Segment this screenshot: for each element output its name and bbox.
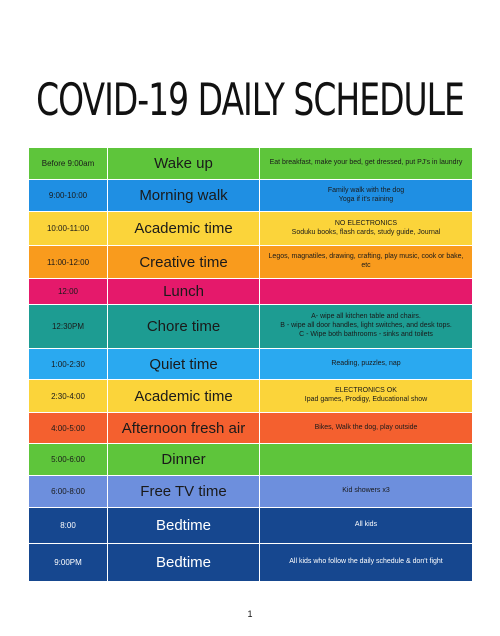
schedule-details <box>260 305 473 349</box>
schedule-detail-line: C - Wipe both bathrooms - sinks and toilets <box>299 330 433 338</box>
schedule-details <box>260 148 473 180</box>
schedule-time: 6:00-8:00 <box>29 476 108 508</box>
schedule-detail-line: Family walk with the dog <box>327 186 405 194</box>
schedule-activity: Dinner <box>108 444 260 476</box>
schedule-detail-line: NO ELECTRONICS <box>334 219 398 227</box>
schedule-activity: Morning walk <box>108 180 260 212</box>
schedule-time: 12:30PM <box>29 305 108 349</box>
schedule-activity: Free TV time <box>108 476 260 508</box>
schedule-row <box>29 476 473 508</box>
schedule-details <box>260 180 473 212</box>
schedule-activity: Lunch <box>108 279 260 305</box>
schedule-row <box>29 148 473 180</box>
schedule-details <box>260 444 473 476</box>
schedule-time: 10:00-11:00 <box>29 212 108 246</box>
schedule-details <box>260 476 473 508</box>
schedule-table <box>28 147 473 582</box>
schedule-time: 5:00-6:00 <box>29 444 108 476</box>
schedule-details <box>260 380 473 413</box>
schedule-rows <box>29 148 473 582</box>
schedule-detail-line: Kid showers x3 <box>342 487 390 495</box>
schedule-activity: Chore time <box>108 305 260 349</box>
schedule-row <box>29 279 473 305</box>
schedule-activity: Quiet time <box>108 349 260 380</box>
schedule-detail-line: B - wipe all door handles, light switches, and desk tops. <box>280 322 452 330</box>
schedule-details <box>260 508 473 544</box>
schedule-details <box>260 279 473 305</box>
schedule-time: 2:30-4:00 <box>29 380 108 413</box>
schedule-time: 11:00-12:00 <box>29 246 108 279</box>
schedule-detail-line: All kids <box>354 521 378 529</box>
schedule-detail-line: Reading, puzzles, nap <box>331 359 401 367</box>
schedule-detail-line: Legos, magnatiles, drawing, crafting, play music, cook or bake, etc <box>268 253 464 269</box>
schedule-row <box>29 305 473 349</box>
schedule-details <box>260 413 473 444</box>
schedule-activity: Creative time <box>108 246 260 279</box>
schedule-detail-line: Bikes, Walk the dog, play outside <box>314 423 418 431</box>
schedule-activity: Afternoon fresh air <box>108 413 260 444</box>
schedule-activity: Academic time <box>108 212 260 246</box>
schedule-row <box>29 413 473 444</box>
schedule-row <box>29 246 473 279</box>
schedule-details <box>260 212 473 246</box>
schedule-activity: Bedtime <box>108 508 260 544</box>
page-number: 1 <box>247 609 253 619</box>
schedule-time: 8:00 <box>29 508 108 544</box>
schedule-row <box>29 508 473 544</box>
schedule-time: 12:00 <box>29 279 108 305</box>
schedule-details <box>260 349 473 380</box>
schedule-activity: Bedtime <box>108 544 260 582</box>
schedule-row <box>29 212 473 246</box>
schedule-detail-line: ELECTRONICS OK <box>335 387 397 395</box>
schedule-row <box>29 349 473 380</box>
schedule-details <box>260 544 473 582</box>
schedule-details <box>260 246 473 279</box>
schedule-time: 4:00-5:00 <box>29 413 108 444</box>
schedule-detail-line: Ipad games, Prodigy, Educational show <box>304 396 428 403</box>
schedule-detail-line: Eat breakfast, make your bed, get dressed, put PJ's in laundry <box>269 159 463 167</box>
schedule-detail-line: All kids who follow the daily schedule & don't fight <box>289 558 443 566</box>
schedule-row <box>29 180 473 212</box>
schedule-time: 9:00PM <box>29 544 108 582</box>
schedule-time: Before 9:00am <box>29 148 108 180</box>
schedule-row <box>29 380 473 413</box>
schedule-activity: Wake up <box>108 148 260 180</box>
schedule-row <box>29 444 473 476</box>
schedule-detail-line: Yoga if it's raining <box>338 195 394 203</box>
page-title: COVID-19 DAILY SCHEDULE <box>36 73 464 126</box>
schedule-activity: Academic time <box>108 380 260 413</box>
schedule-row <box>29 544 473 582</box>
schedule-detail-line: A- wipe all kitchen table and chairs. <box>311 313 421 321</box>
schedule-time: 1:00-2:30 <box>29 349 108 380</box>
schedule-time: 9:00-10:00 <box>29 180 108 212</box>
schedule-detail-line: Soduku books, flash cards, study guide, Journal <box>291 228 441 236</box>
